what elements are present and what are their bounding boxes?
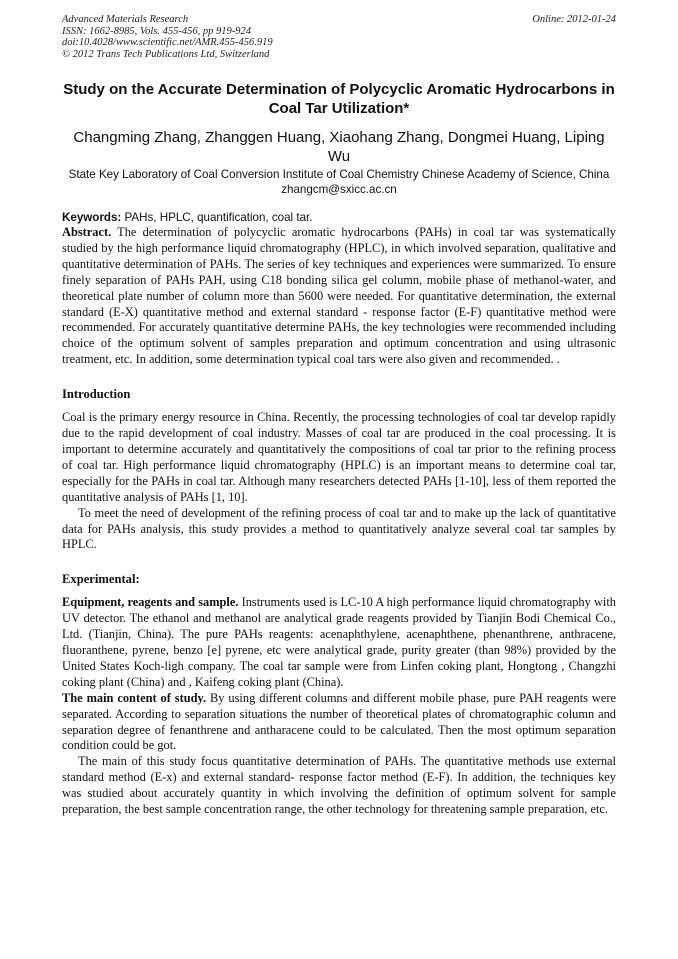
copyright-line: © 2012 Trans Tech Publications Ltd, Switzerland bbox=[62, 48, 270, 60]
main-content-text: By using different columns and different mobile phase, pure PAH reagents were separated. According to separation situations the number of theoretical plates of chromatographic column and separation degree of fenanthrene and antharacene could to be calculated. Then the most optimum separation condition could be got. bbox=[62, 690, 616, 753]
introduction-paragraph-2: To meet the need of development of the refining process of coal tar and to make up the lack of quantitative data for PAHs analysis, this study provides a method to quantitatively analyze several coal tar samples by HPLC. bbox=[62, 505, 616, 552]
experimental-heading: Experimental: bbox=[62, 572, 140, 587]
paper-page bbox=[62, 14, 616, 818]
main-content-paragraph bbox=[62, 691, 616, 755]
abstract bbox=[62, 225, 616, 368]
author-email[interactable]: zhangcm@sxicc.ac.cn bbox=[281, 183, 397, 196]
quantitative-paragraph: The main of this study focus quantitative determination of PAHs. The quantitative methods use external standard method (E-x) and external standard- response factor method (E-F). In addition, the techniques key was studied about accurately quantity in which involving the definition of optimum solvent for sample preparation, the best sample concentration range, the other technology for threatening sample preparation, etc. bbox=[62, 754, 616, 817]
affiliation: State Key Laboratory of Coal Conversion Institute of Coal Chemistry Chinese Academy of Science, China bbox=[68, 168, 610, 181]
abstract-text: The determination of polycyclic aromatic hydrocarbons (PAHs) in coal tar was systematically studied by the high performance liquid chromatography (HPLC), in which involved separation, qualitative and quantitative determination of PAHs. The series of key techniques and experiences were summarized. To ensure finely separation of PAHs PAH, using C18 bonding silica gel column, mobile phase of methanol-water, and theoretical plate number of column more than 5600 were needed. For quantitative determination, the external standard (E-X) quantitative method and external standard - response factor (E-F) quantitative method were recommended. For accurately quantitative determine PAHs, the key technologies were recommended including choice of the optimum solvent of samples preparation and optimum concentration and using ultrasonic treatment, etc. In addition, some determination typical coal tars were also given and recommended. . bbox=[62, 225, 616, 367]
introduction-heading: Introduction bbox=[62, 387, 131, 402]
equipment-paragraph bbox=[62, 595, 616, 690]
journal-header bbox=[62, 14, 616, 60]
journal-name: Advanced Materials Research bbox=[62, 14, 189, 25]
introduction-paragraph-1: Coal is the primary energy resource in China. Recently, the processing technologies of coal tar develop rapidly due to the rapid development of coal industry. Masses of coal tar are produced in the coal processing. It is important to determine accurately and quantitatively the compositions of coal tar prior to the refining process of coal tar. High performance liquid chromatography (HPLC) is an important means to determine coal tar, especially for the PAHs in coal tar. Although many researchers detected PAHs [1-10], less of them reported the quantitative analysis of PAHs [1, 10]. bbox=[62, 410, 616, 504]
abstract-label: Abstract. bbox=[62, 225, 112, 239]
keywords-text: PAHs, HPLC, quantification, coal tar. bbox=[121, 211, 313, 224]
equipment-text: Instruments used is LC-10 A high performance liquid chromatography with UV detector. The ethanol and methanol are analytical grade reagents provided by Tianjin Bodi Chemical Co., Ltd. (Tianjin, China). The pure PAHs reagents: acenaphthylene, acenaphthene, phenanthrene, anthracene, fluoranthene, pyrene, benzo [e] pyrene, etc were analytical grade, purity greater (than 98%) provided by the United States Koch-ligh company. The coal tar sample were from Linfen coking plant, Hongtong , Changzhi coking plant (China) and , Kaifeng coking plant (China). bbox=[62, 595, 616, 689]
online-date: Online: 2012-01-24 bbox=[532, 14, 616, 25]
keywords bbox=[62, 210, 616, 225]
author-list: Changming Zhang, Zhanggen Huang, Xiaohang Zhang, Dongmei Huang, Liping Wu bbox=[73, 129, 605, 165]
doi-line[interactable]: doi:10.4028/www.scientific.net/AMR.455-456.919 bbox=[62, 37, 273, 48]
keywords-label: Keywords: bbox=[62, 211, 122, 224]
main-content-label: The main content of study. bbox=[62, 690, 207, 705]
equipment-label: Equipment, reagents and sample. bbox=[62, 595, 239, 610]
issn-line: ISSN: 1662-8985, Vols. 455-456, pp 919-924 bbox=[62, 25, 251, 37]
paper-title: Study on the Accurate Determination of Polycyclic Aromatic Hydrocarbons in Coal Tar Utilization* bbox=[63, 81, 615, 117]
